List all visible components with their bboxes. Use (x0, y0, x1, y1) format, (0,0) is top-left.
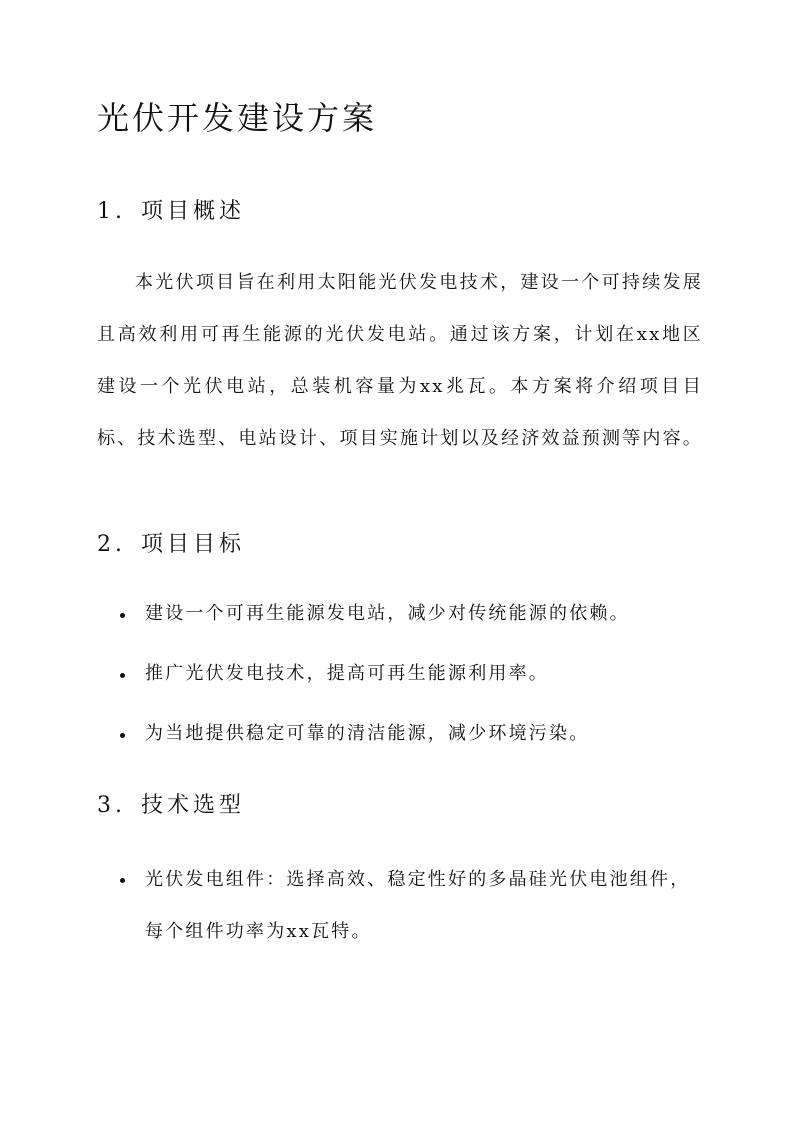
goals-list (97, 599, 703, 779)
bullet-dot-icon (120, 613, 125, 618)
section-heading-tech (97, 791, 245, 821)
list-item-text: 为当地提供稳定可靠的清洁能源，减少环境污染。 (145, 723, 590, 744)
bullet-dot-icon (120, 673, 125, 678)
list-item (97, 659, 703, 689)
section-number: 3. (97, 793, 126, 818)
bullet-dot-icon (120, 878, 125, 883)
document-title: 光伏开发建设方案 (97, 99, 378, 137)
list-item (97, 719, 703, 749)
section-number: 2. (97, 532, 126, 557)
overview-paragraph: 本光伏项目旨在利用太阳能光伏发电技术，建设一个可持续发展且高效利用可再生能源的光伏发电站。通过该方案，计划在xx地区建设一个光伏电站，总装机容量为xx兆瓦。本方案将介绍项目目标、技术选型、电站设计、项目实施计划以及经济效益预测等内容。 (97, 272, 703, 449)
tech-list (97, 854, 703, 958)
section-heading-goals (97, 530, 245, 560)
section-number: 1. (97, 199, 126, 224)
section-title: 技术选型 (141, 793, 246, 818)
list-item-text: 推广光伏发电技术，提高可再生能源利用率。 (145, 663, 549, 684)
section-heading-overview (97, 197, 245, 227)
list-item (97, 599, 703, 629)
list-item-text: 建设一个可再生能源发电站，减少对传统能源的依赖。 (145, 603, 630, 624)
section-title: 项目概述 (141, 199, 246, 224)
list-item-text: 光伏发电组件：选择高效、稳定性好的多晶硅光伏电池组件，每个组件功率为xx瓦特。 (145, 869, 691, 942)
bullet-dot-icon (120, 733, 125, 738)
list-item (97, 854, 703, 958)
section-title: 项目目标 (141, 532, 246, 557)
